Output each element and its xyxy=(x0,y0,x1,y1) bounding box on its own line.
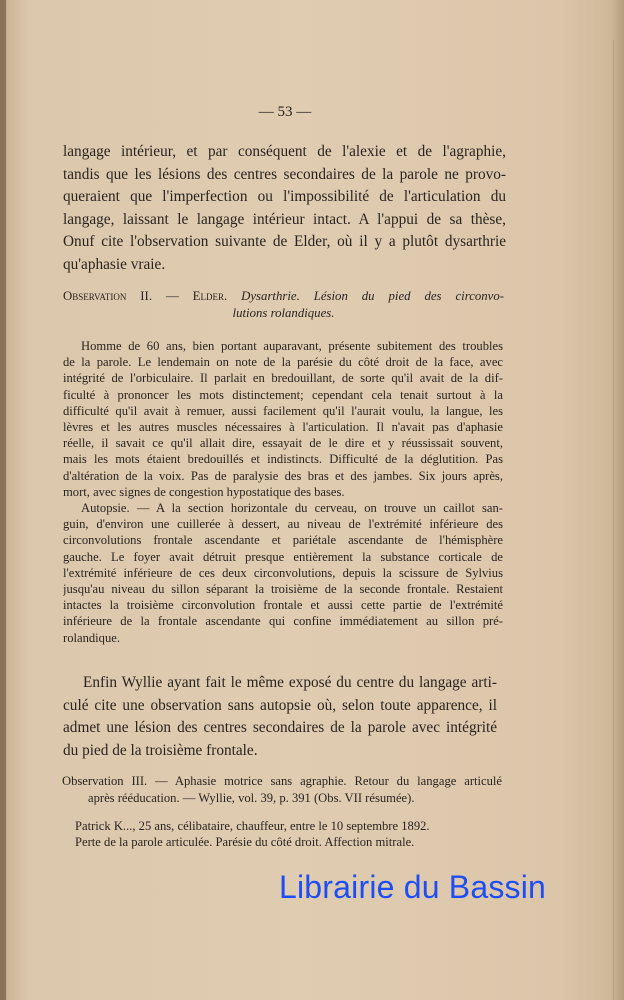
observation-2-title: Dysarthrie. Lésion du pied des circonvo- xyxy=(241,289,504,303)
text-line: Homme de 60 ans, bien portant auparavant, présente subitement des troubles xyxy=(81,339,503,353)
text-line: de la parole. Le lendemain on note de la parésie du côté droit de la face, avec xyxy=(63,355,503,370)
text-line: intégrité de l'orbiculaire. Il parlait en bredouillant, de sorte qu'il avait de la dif- xyxy=(63,371,503,386)
observation-2-heading-line2 xyxy=(63,305,504,322)
observation-2-heading xyxy=(63,288,504,322)
text-line: admet une lésion des centres secondaires de la parole avec intégrité xyxy=(63,719,497,736)
text-line: réelle, il savait ce qu'il allait dire, essayait de le dire et y réussissait souvent, xyxy=(63,436,503,451)
observation-2-body xyxy=(63,338,503,500)
text-line: qu'aphasie vraie. xyxy=(63,255,166,273)
text-line: inférieure de la frontale ascendante qui confine immédiatement au sillon pré- xyxy=(63,614,503,629)
text-line: Onuf cite l'observation suivante de Elder, où il y a plutôt dysarthrie xyxy=(63,233,506,250)
text-line: lèvres et les autres muscles nécessaires à l'articulation. Il n'avait pas d'aphasie xyxy=(63,419,503,434)
text-line: Autopsie. — A la section horizontale du cerveau, on trouve un caillot san- xyxy=(81,501,503,515)
watermark-logo: Librairie du Bassin xyxy=(279,869,547,905)
text-line: du pied de la troisième frontale. xyxy=(63,741,258,759)
text-line: mais les mots étaient bredouillés et indistincts. Difficulté de la déglutition. Pas xyxy=(63,452,503,467)
text-line: guin, d'environ une cuillerée à dessert, au niveau de l'extrémité inférieure des xyxy=(63,517,503,532)
text-line: tandis que les lésions des centres secondaires de la parole ne provo- xyxy=(63,165,506,183)
observation-2-heading-line1 xyxy=(63,288,504,305)
text-line: mort, avec signes de congestion hypostatique des bases. xyxy=(63,484,345,499)
page-number: — 53 — xyxy=(258,104,312,120)
page-fold-line xyxy=(613,40,614,1000)
text-line: l'extrémité inférieure de ces deux circonvolutions, depuis la scissure de Sylvius xyxy=(63,565,503,580)
text-line: culé cite une observation sans autopsie où, selon toute apparence, il xyxy=(63,696,497,714)
intro-paragraph xyxy=(63,141,506,276)
observation-3-heading xyxy=(62,773,502,807)
text-line: gauche. Le foyer avait détruit presque entièrement la substance corticale de xyxy=(63,549,503,564)
observation-3-heading-line2: après rééducation. — Wyllie, vol. 39, p. 391 (Obs. VII résumée). xyxy=(88,791,415,805)
page-edge-shadow xyxy=(0,0,6,1000)
text-line: langage intérieur, et par conséquent de l'alexie et de l'agraphie, xyxy=(63,143,506,160)
observation-2-label: Observation II. — Elder. xyxy=(63,289,228,303)
observation-3-body xyxy=(75,818,470,850)
text-line: Enfin Wyllie ayant fait le même exposé du centre du langage arti- xyxy=(83,674,497,691)
observation-2-title-cont: lutions rolandiques. xyxy=(232,306,335,320)
observation-3-heading-line1: Observation III. — Aphasie motrice sans agraphie. Retour du langage articulé xyxy=(62,774,502,788)
text-line: jusqu'au niveau du sillon séparant la troisième de la seconde frontale. Restaient xyxy=(63,581,503,596)
observation-3-line: Patrick K..., 25 ans, célibataire, chauffeur, entre le 10 septembre 1892. xyxy=(75,819,430,833)
text-line: rolandique. xyxy=(63,630,121,645)
observation-2-autopsy xyxy=(63,500,503,646)
text-line: queraient que l'imperfection ou l'impossibilité de l'articulation du xyxy=(63,188,506,205)
text-line: ficulté à prononcer les mots distinctement; cependant cela tenait surtout à la xyxy=(63,387,503,402)
text-line: difficulté qu'il avait à remuer, aussi facilement qu'il l'aurait voulu, la langue, les xyxy=(63,403,503,418)
text-line: circonvolutions frontale ascendante et pariétale ascendante de l'hémisphère xyxy=(63,533,503,548)
text-line: intactes la troisième circonvolution frontale et aussi cette partie de l'extrémité xyxy=(63,598,503,613)
text-line: d'altération de la voix. Pas de paralysie des bras et des jambes. Six jours après, xyxy=(63,468,503,483)
wyllie-paragraph xyxy=(63,672,497,762)
text-line: langage, laissant le langage intérieur intact. A l'appui de sa thèse, xyxy=(63,210,506,228)
observation-3-line: Perte de la parole articulée. Parésie du côté droit. Affection mitrale. xyxy=(75,835,415,850)
